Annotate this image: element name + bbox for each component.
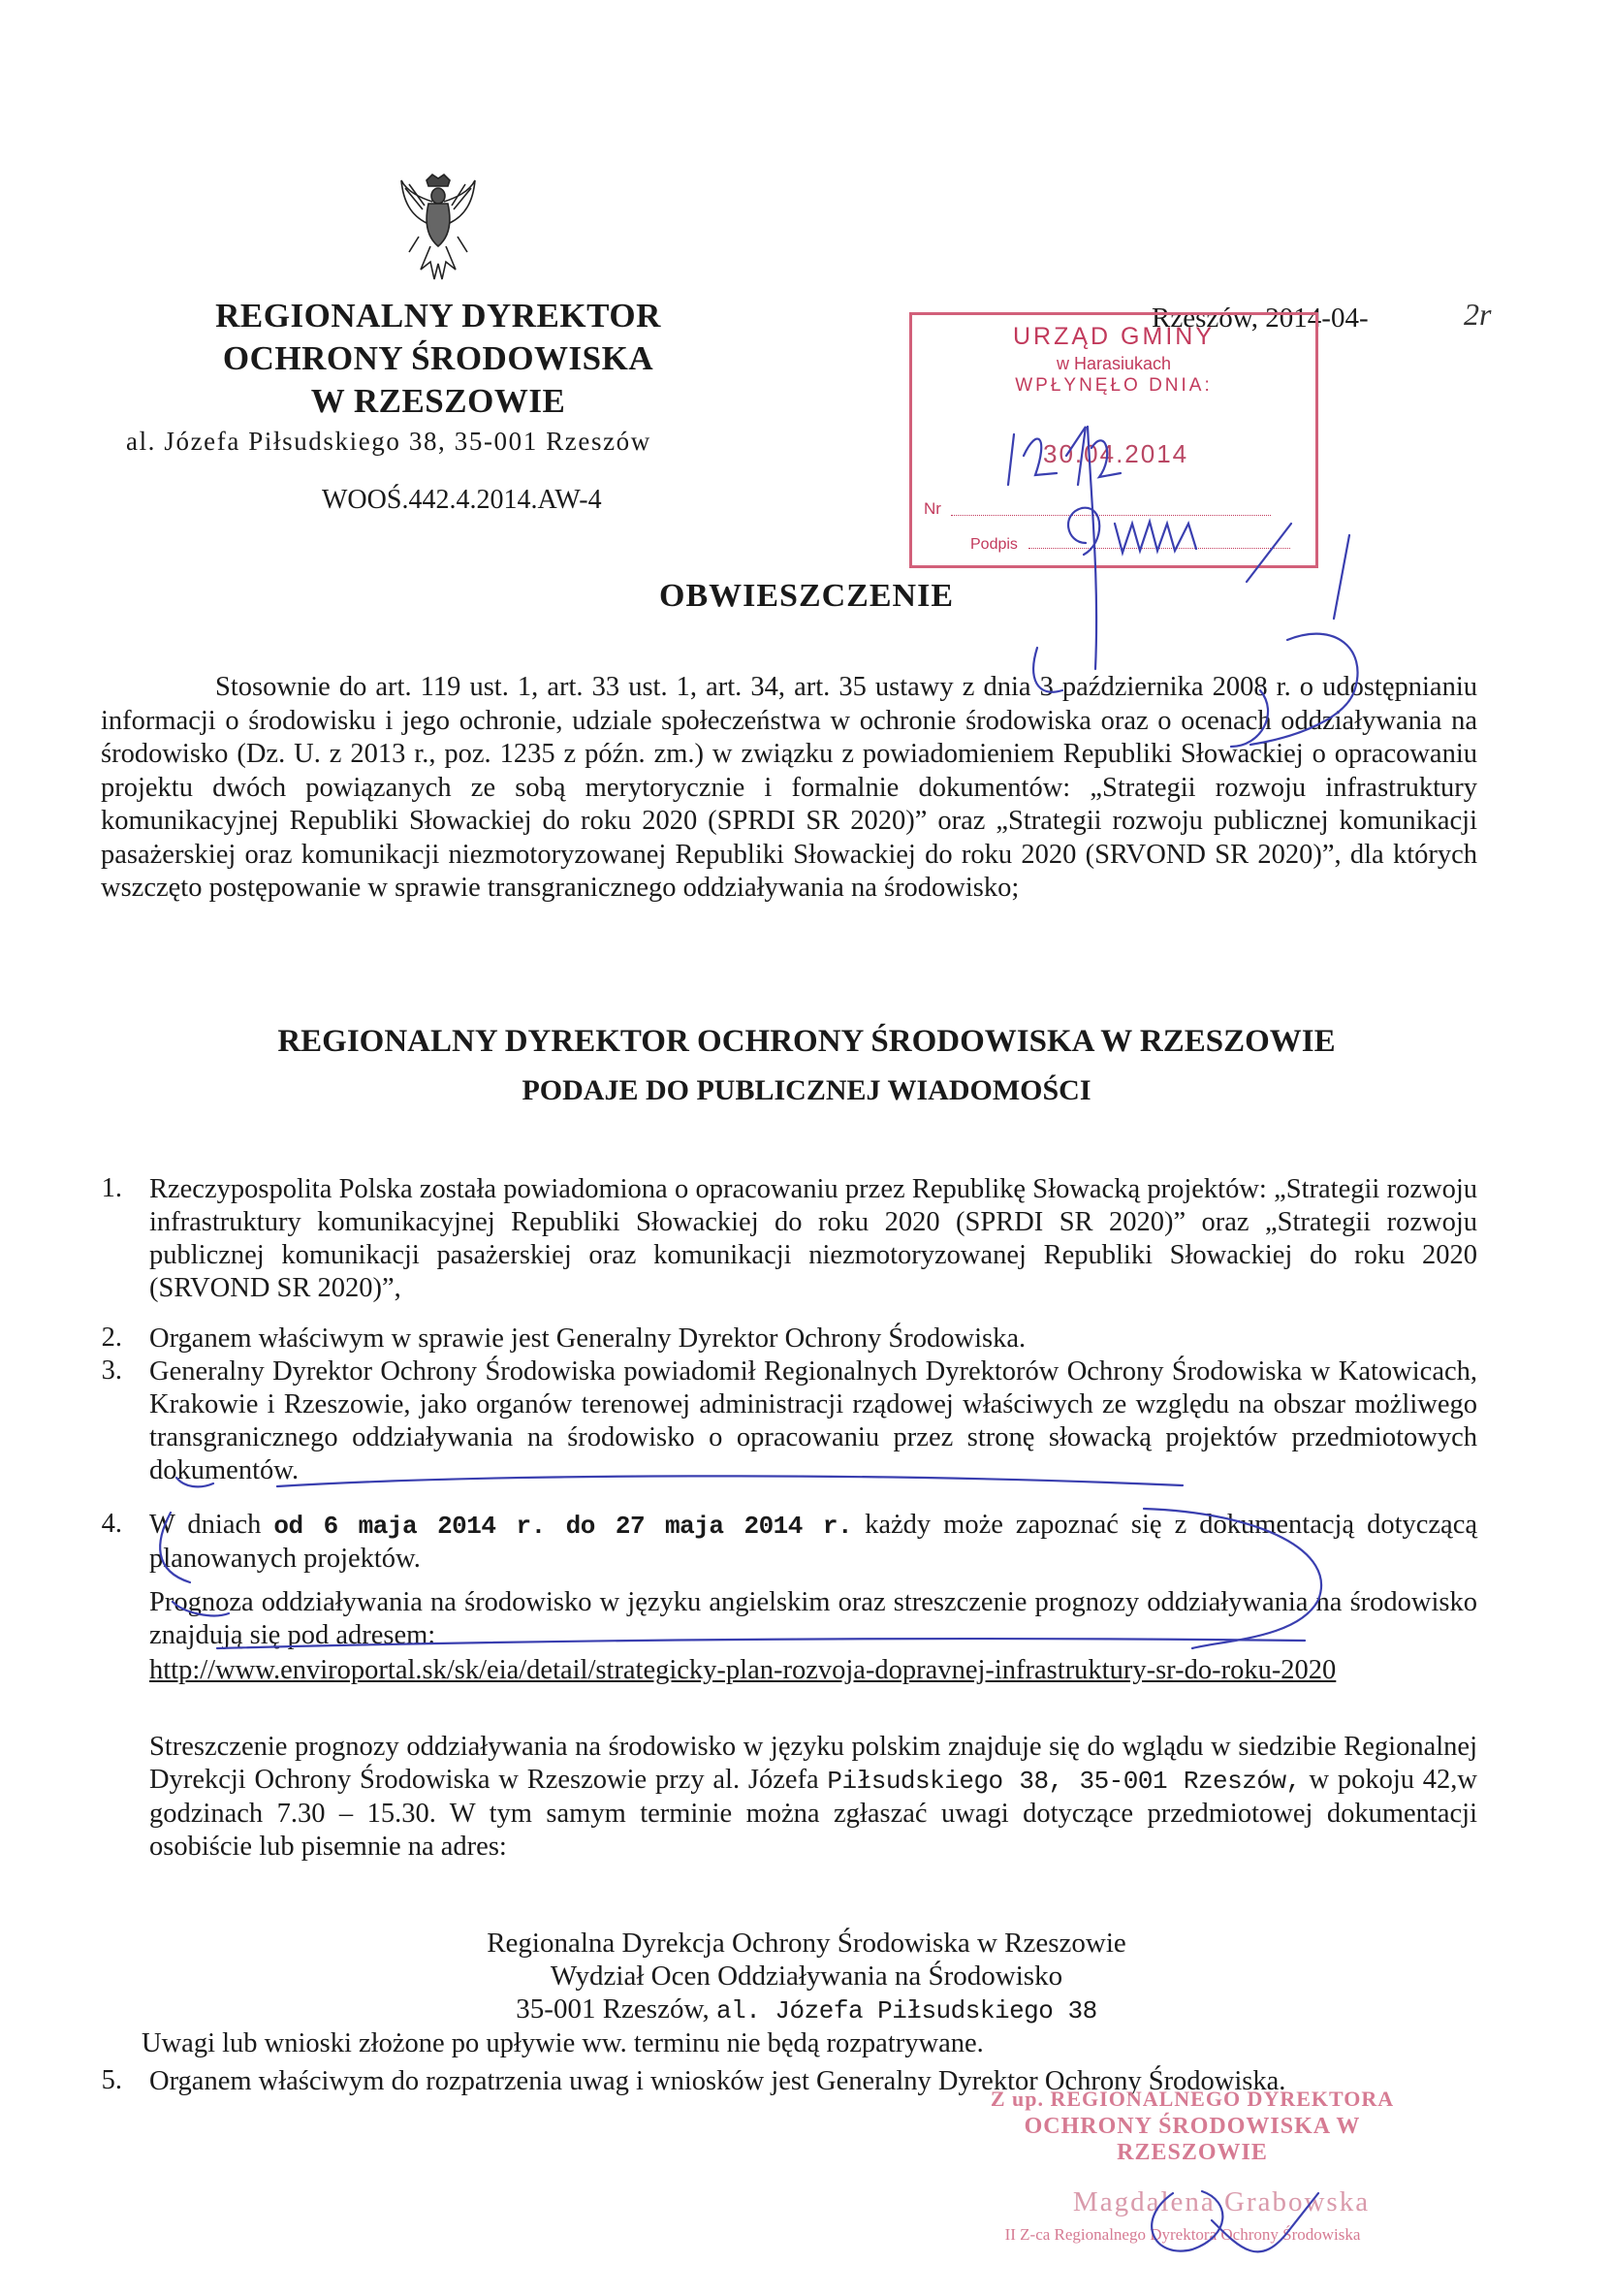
place-date: Rzeszów, 2014-04- — [1152, 303, 1369, 334]
list-number: 2. — [101, 1323, 122, 1353]
header-org-line-1: REGIONALNY DYREKTOR — [215, 297, 661, 335]
list-item — [149, 1509, 1477, 1576]
signatory-name: Magdalena Grabowska — [1072, 2186, 1371, 2217]
list-item: Generalny Dyrektor Ochrony Środowiska powiadomił Regionalnych Dyrektorów Ochrony Środowiska w Katowicach, Krakowie i Rzeszowie, jako organów terenowej administracji rządowej właściwych ze względu na obszar możliwego transgranicznego oddziaływania na środowisko o opracowaniu przez stronę słowacką projektów przedmiotowych dokumentów. — [149, 1356, 1477, 1485]
list-item: Organem właściwym w sprawie jest Generalny Dyrektor Ochrony Środowiska. — [149, 1323, 1027, 1354]
item4-forecast-text: Prognoza oddziaływania na środowisko w języku angielskim oraz streszczenie prognozy oddziaływania na środowisko znajdują się pod adresem: — [149, 1587, 1477, 1650]
list-number: 4. — [101, 1509, 122, 1539]
item4-summary-text — [149, 1731, 1477, 1864]
stamp-date: 30.04.2014 — [1043, 439, 1189, 468]
stamp-sign-line — [1028, 548, 1290, 549]
header-org-line-3: W RZESZOWIE — [310, 382, 566, 420]
signature-stamp-line-2: OCHRONY ŚRODOWISKA W RZESZOWIE — [1024, 2114, 1361, 2165]
item4-summary-part3: w pokoju 42,w godzinach 7.30 – 15.30. W tym samym terminie można zgłaszać uwagi dotyczące przedmiotowej dokumentacji osobiście lub pisemnie na adres: — [149, 1765, 1477, 1862]
stamp-nr-line — [951, 515, 1271, 516]
item4-text-pre: W dniach — [149, 1510, 274, 1540]
notice-title: OBWIESZCZENIE — [659, 578, 954, 614]
stamp-nr-label: Nr — [924, 499, 941, 518]
list-item: Organem właściwym do rozpatrzenia uwag i wniosków jest Generalny Dyrektor Ochrony Środowiska. — [149, 2066, 1286, 2096]
list-number: 1. — [101, 1173, 122, 1203]
eagle-emblem-icon — [397, 173, 479, 287]
received-stamp — [909, 312, 1318, 568]
list-number: 5. — [101, 2065, 122, 2095]
stamp-place: w Harasiukach — [1056, 354, 1172, 373]
reference-number: WOOŚ.442.4.2014.AW-4 — [322, 485, 602, 515]
item4-date-range: od 6 maja 2014 r. do 27 maja 2014 r. — [273, 1512, 853, 1541]
authority-subtitle: PODAJE DO PUBLICZNEJ WIADOMOŚCI — [522, 1074, 1091, 1106]
item4-summary-address: Piłsudskiego 38, 35-001 Rzeszów, — [827, 1767, 1301, 1796]
header-address: al. Józefa Piłsudskiego 38, 35-001 Rzeszów — [126, 427, 651, 456]
signatory-role: II Z-ca Regionalnego Dyrektora Ochrony Środowiska — [1004, 2225, 1361, 2244]
postal-address-city: 35-001 Rzeszów, — [516, 1993, 717, 2025]
authority-title: REGIONALNY DYREKTOR OCHRONY ŚRODOWISKA W RZESZOWIE — [277, 1024, 1336, 1059]
intro-paragraph: Stosownie do art. 119 ust. 1, art. 33 ust. 1, art. 34, art. 35 ustawy z dnia 3 października 2008 r. o udostępnianiu informacji o środowisku i jego ochronie, udziale społeczeństwa w ochronie środowiska oraz o ocenach oddziaływania na środowisko (Dz. U. z 2013 r., poz. 1235 z późn. zm.) w związku z powiadomieniem Republiki Słowackiej o opracowaniu projektu dwóch powiązanych ze sobą merytorycznie i formalnie dokumentów: „Strategii rozwoju infrastruktury komunikacyjnej Republiki Słowackiej do roku 2020 (SPRDI SR 2020)” oraz „Strategii rozwoju publicznej komunikacji pasażerskiej oraz komunikacji niezmotoryzowanej Republiki Słowackiej do roku 2020 (SRVOND SR 2020)”, dla których wszczęto postępowanie w sprawie transgranicznego oddziaływania na środowisko; — [101, 672, 1477, 903]
item4-deadline-note: Uwagi lub wnioski złożone po upływie ww. terminu nie będą rozpatrywane. — [142, 2028, 984, 2058]
enviroportal-link[interactable]: http://www.enviroportal.sk/sk/eia/detail/strategicky-plan-rozvoja-dopravnej-infrastruktury-sr-do-roku-2020 — [149, 1655, 1337, 1685]
stamp-sign-label: Podpis — [970, 536, 1018, 553]
item4-text-post: każdy może zapoznać się z dokumentacją dotyczącą planowanych projektów. — [149, 1510, 1478, 1574]
list-item: Rzeczypospolita Polska została powiadomiona o opracowaniu przez Republikę Słowacką projektów: „Strategii rozwoju infrastruktury komunikacyjnej Republiki Słowackiej do roku 2020 (SPRDI SR 2020)” oraz „Strategii rozwoju publicznej komunikacji pasażerskiej oraz komunikacji niezmotoryzowanej Republiki Słowackiej do roku 2020 (SRVOND SR 2020)”, — [149, 1174, 1477, 1303]
postal-address-street: al. Józefa Piłsudskiego 38 — [716, 1996, 1097, 2025]
stamp-received-label: WPŁYNĘŁO DNIA: — [1015, 375, 1213, 396]
list-number: 3. — [101, 1355, 122, 1386]
date-handwritten: 2r — [1464, 297, 1492, 332]
postal-address-line-3 — [0, 1993, 1613, 2025]
postal-address-line-1: Regionalna Dyrekcja Ochrony Środowiska w Rzeszowie — [487, 1928, 1126, 1959]
item4-summary-part1: Streszczenie prognozy oddziaływania na środowisko w języku polskim znajduje się do wglądu w siedzibie Regionalnej Dyrekcji Ochrony Środowiska w Rzeszowie przy al. Józefa — [149, 1732, 1477, 1795]
signature-stamp-line-1: Z up. REGIONALNEGO DYREKTORA — [990, 2087, 1395, 2111]
postal-address-line-2: Wydział Ocen Oddziaływania na Środowisko — [550, 1961, 1063, 1992]
header-org-line-2: OCHRONY ŚRODOWISKA — [222, 339, 654, 377]
stamp-title: URZĄD GMINY — [1013, 323, 1215, 350]
